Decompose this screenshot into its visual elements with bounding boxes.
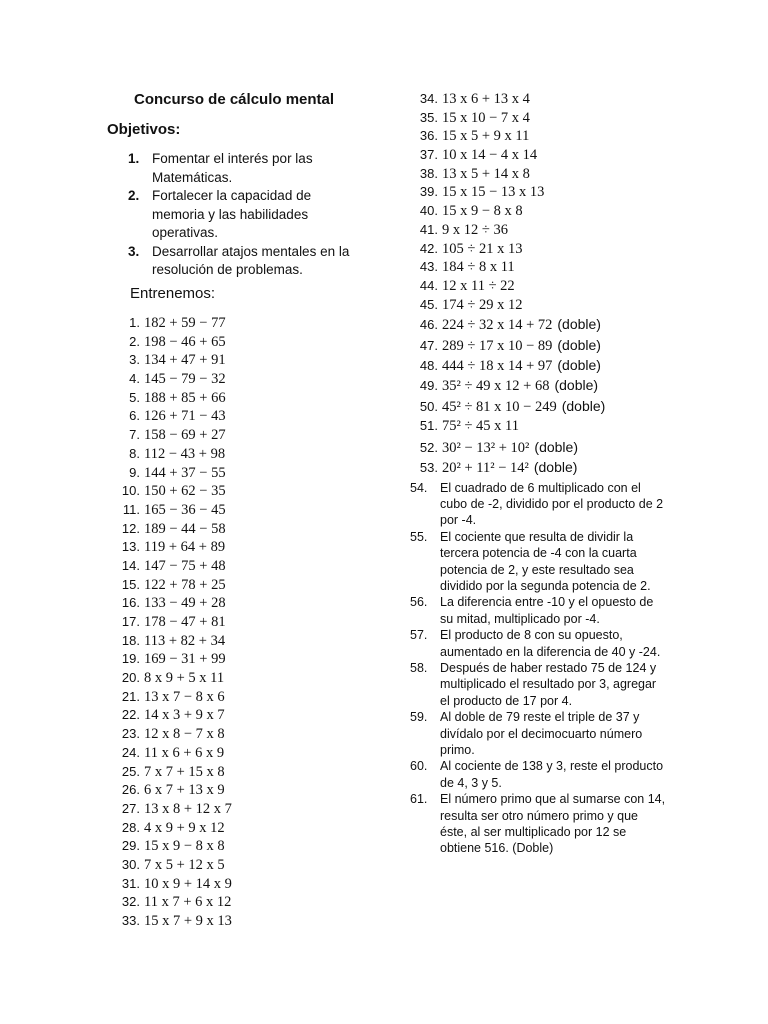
word-problem-number: 57. [410, 628, 428, 643]
exercise-item [410, 416, 605, 436]
word-problem-number: 55. [410, 530, 428, 545]
exercise-number: 43. [419, 259, 438, 275]
exercise-note: (doble) [534, 438, 578, 455]
exercise-number: 21. [121, 688, 140, 704]
word-problem-item [410, 758, 666, 790]
exercise-number: 24. [121, 744, 140, 760]
exercise-item [410, 127, 605, 146]
word-problem-number: 59. [410, 710, 428, 725]
word-problem-text: El producto de 8 con su opuesto, aumentado en la diferencia de 40 y -24. [440, 628, 661, 659]
exercise-number: 40. [419, 203, 438, 219]
word-problem-number: 56. [410, 595, 428, 610]
objectives-heading: Objetivos: [107, 121, 181, 138]
exercise-expression: 8 x 9 + 5 x 11 [144, 670, 225, 687]
exercise-expression: 12 x 8 − 7 x 8 [144, 726, 225, 743]
exercise-item [108, 445, 232, 464]
exercise-expression: 178 − 47 + 81 [144, 614, 226, 630]
exercise-number: 35. [419, 109, 438, 125]
exercise-item [108, 613, 232, 632]
word-problem-item [410, 529, 666, 594]
exercise-item [108, 501, 232, 520]
exercise-note: (doble) [533, 458, 578, 475]
exercise-expression: 15 x 10 − 7 x 4 [442, 109, 530, 126]
exercise-expression: 35² ÷ 49 x 12 + 68 [442, 378, 550, 395]
exercise-number: 34. [419, 91, 438, 106]
exercise-list-right [410, 90, 605, 477]
exercise-expression: 45² ÷ 81 x 10 − 249 [442, 398, 557, 415]
exercise-expression: 147 − 75 + 48 [144, 557, 226, 574]
exercise-expression: 133 − 49 + 28 [144, 595, 226, 612]
exercise-item [410, 296, 605, 315]
exercise-item [410, 335, 605, 355]
exercise-expression: 169 − 31 + 99 [144, 651, 226, 668]
exercise-number: 3. [129, 352, 140, 368]
word-problem-item [410, 480, 666, 529]
exercise-note: (doble) [554, 377, 599, 394]
exercise-number: 12. [121, 520, 140, 536]
exercise-expression: 15 x 9 − 8 x 8 [144, 838, 225, 855]
exercise-number: 29. [121, 838, 140, 854]
exercise-item [108, 706, 232, 725]
exercise-number: 23. [121, 726, 140, 742]
word-problem-text: La diferencia entre -10 y el opuesto de su mitad, multiplicado por -4. [440, 595, 654, 626]
exercise-number: 31. [121, 875, 140, 891]
exercise-number: 45. [419, 296, 438, 312]
exercise-item [108, 407, 232, 426]
exercise-item [108, 856, 232, 875]
exercise-number: 18. [121, 632, 140, 648]
objective-item [128, 243, 364, 280]
exercise-item [410, 240, 605, 259]
word-problem-item [410, 791, 666, 856]
exercise-expression: 13 x 7 − 8 x 6 [144, 688, 225, 705]
exercise-expression: 126 + 71 − 43 [144, 408, 226, 425]
exercise-item [108, 520, 232, 539]
exercise-expression: 134 + 47 + 91 [144, 352, 226, 369]
exercise-number: 20. [121, 670, 140, 686]
exercise-number: 22. [121, 707, 140, 723]
exercise-number: 36. [419, 128, 438, 144]
training-heading: Entrenemos: [130, 285, 216, 302]
exercise-expression: 10 x 14 − 4 x 14 [442, 147, 538, 164]
exercise-expression: 289 ÷ 17 x 10 − 89 [442, 337, 553, 354]
objective-item [128, 150, 364, 187]
exercise-number: 49. [419, 378, 438, 394]
exercise-number: 8. [129, 445, 140, 461]
exercise-item [410, 221, 605, 240]
exercise-expression: 189 − 44 − 58 [144, 520, 226, 537]
exercise-item [108, 576, 232, 595]
exercise-item [108, 650, 232, 669]
exercise-item [108, 669, 232, 688]
exercise-expression: 13 x 8 + 12 x 7 [144, 800, 232, 817]
exercise-number: 10. [121, 483, 140, 499]
exercise-item [410, 165, 605, 184]
exercise-item [410, 202, 605, 221]
exercise-expression: 150 + 62 − 35 [144, 483, 226, 500]
exercise-item [108, 725, 232, 744]
word-problem-text: El número primo que al sumarse con 14, resulta ser otro número primo y que éste, al ser multiplicado por 12 se obtiene 516. (Doble) [440, 792, 666, 855]
exercise-number: 25. [121, 763, 140, 779]
exercise-number: 48. [419, 358, 438, 374]
exercise-expression: 75² ÷ 45 x 11 [442, 418, 520, 435]
word-problem-text: Al cociente de 138 y 3, reste el producto de 4, 3 y 5. [440, 759, 664, 790]
exercise-item [410, 109, 605, 128]
exercise-number: 32. [121, 894, 140, 910]
exercise-item [108, 837, 232, 856]
word-problem-list [410, 480, 666, 857]
word-problem-number: 54. [410, 481, 428, 495]
exercise-number: 11. [122, 501, 140, 517]
exercise-expression: 6 x 7 + 13 x 9 [144, 782, 225, 799]
exercise-number: 38. [419, 165, 438, 181]
exercise-number: 9. [129, 464, 140, 480]
exercise-expression: 15 x 5 + 9 x 11 [442, 128, 530, 145]
exercise-expression: 145 − 79 − 32 [144, 371, 226, 388]
exercise-item [108, 464, 232, 483]
exercise-expression: 122 + 78 + 25 [144, 576, 226, 593]
exercise-note: (doble) [557, 357, 601, 374]
exercise-expression: 144 + 37 − 55 [144, 464, 226, 481]
exercise-expression: 224 ÷ 32 x 14 + 72 [442, 317, 553, 334]
exercise-item [108, 333, 232, 352]
exercise-expression: 198 − 46 + 65 [144, 333, 226, 350]
exercise-item [410, 437, 605, 457]
exercise-number: 46. [419, 317, 438, 333]
exercise-number: 1. [129, 315, 140, 330]
objective-item [128, 187, 364, 243]
exercise-item [410, 355, 605, 375]
exercise-item [108, 632, 232, 651]
objective-number: 3. [128, 243, 140, 259]
exercise-expression: 113 + 82 + 34 [144, 632, 226, 649]
exercise-item [410, 396, 605, 416]
objective-text: Desarrollar atajos mentales en la resolución de problemas. [152, 243, 350, 277]
exercise-note: (doble) [557, 336, 601, 353]
exercise-number: 2. [129, 333, 140, 349]
word-problem-text: El cociente que resulta de dividir la tercera potencia de -4 con la cuarta potencia de 2, y este resultado sea dividido por la segunda potencia de 2. [440, 530, 651, 593]
exercise-number: 4. [129, 371, 140, 387]
exercise-expression: 184 ÷ 8 x 11 [442, 259, 515, 276]
exercise-number: 37. [419, 147, 438, 163]
exercise-expression: 7 x 7 + 15 x 8 [144, 763, 225, 780]
exercise-number: 13. [121, 539, 140, 555]
exercise-item [108, 557, 232, 576]
exercise-expression: 12 x 11 ÷ 22 [442, 277, 515, 294]
exercise-number: 7. [129, 427, 140, 443]
exercise-number: 6. [129, 408, 140, 424]
exercise-number: 30. [121, 856, 140, 872]
exercise-number: 42. [419, 240, 438, 256]
exercise-item [108, 781, 232, 800]
exercise-expression: 15 x 7 + 9 x 13 [144, 913, 232, 929]
objective-number: 2. [128, 188, 140, 203]
exercise-number: 17. [121, 614, 140, 629]
exercise-number: 53. [419, 459, 438, 475]
exercise-expression: 9 x 12 ÷ 36 [442, 221, 508, 238]
exercise-number: 41. [419, 221, 438, 237]
exercise-item [410, 183, 605, 202]
exercise-item [108, 819, 232, 838]
exercise-item [108, 538, 232, 557]
exercise-expression: 11 x 6 + 6 x 9 [144, 744, 225, 761]
exercise-number: 16. [121, 595, 140, 611]
exercise-item [108, 426, 232, 445]
exercise-item [108, 370, 232, 389]
exercise-number: 26. [121, 782, 140, 798]
word-problem-number: 60. [410, 759, 428, 774]
exercise-number: 51. [419, 418, 438, 434]
word-problem-item [410, 627, 666, 659]
exercise-item [108, 763, 232, 782]
exercise-expression: 112 − 43 + 98 [144, 445, 226, 462]
exercise-item [108, 314, 232, 333]
exercise-item [410, 457, 605, 477]
exercise-item [410, 277, 605, 296]
word-problem-item [410, 660, 666, 709]
exercise-number: 28. [121, 819, 140, 835]
exercise-number: 5. [129, 389, 140, 405]
exercise-item [108, 893, 232, 912]
exercise-expression: 119 + 64 + 89 [144, 539, 226, 556]
exercise-number: 15. [121, 576, 140, 592]
page-title: Concurso de cálculo mental [134, 91, 335, 108]
exercise-number: 14. [121, 557, 140, 573]
word-problem-text: El cuadrado de 6 multiplicado con el cubo de -2, dividido por el producto de 2 por -4. [440, 481, 664, 528]
word-problem-item [410, 594, 666, 626]
exercise-item [108, 912, 232, 931]
word-problem-number: 61. [410, 792, 428, 807]
word-problem-text: Al doble de 79 reste el triple de 37 y divídalo por el decimocuarto número primo. [440, 710, 643, 757]
exercise-item [410, 258, 605, 277]
exercise-number: 44. [419, 277, 438, 293]
exercise-item [108, 351, 232, 370]
exercise-number: 47. [419, 337, 438, 353]
exercise-expression: 174 ÷ 29 x 12 [442, 296, 523, 313]
exercise-expression: 158 − 69 + 27 [144, 427, 226, 444]
exercise-number: 27. [121, 800, 140, 816]
exercise-note: (doble) [557, 316, 601, 333]
exercise-expression: 182 + 59 − 77 [144, 315, 226, 331]
exercise-expression: 15 x 15 − 13 x 13 [442, 184, 545, 201]
exercise-item [108, 482, 232, 501]
objective-number: 1. [128, 151, 140, 166]
exercise-item [410, 90, 605, 109]
exercise-expression: 20² + 11² − 14² [442, 459, 529, 476]
exercise-expression: 188 + 85 + 66 [144, 389, 226, 406]
objectives-list [128, 150, 364, 280]
exercise-expression: 105 ÷ 21 x 13 [442, 240, 523, 257]
exercise-item [108, 594, 232, 613]
word-problem-text: Después de haber restado 75 de 124 y multiplicado el resultado por 3, agregar el producto de 17 por 4. [440, 661, 657, 708]
exercise-expression: 11 x 7 + 6 x 12 [144, 894, 232, 911]
exercise-item [108, 744, 232, 763]
objective-text: Fortalecer la capacidad de memoria y las habilidades operativas. [152, 188, 312, 240]
word-problem-number: 58. [410, 661, 428, 676]
exercise-item [108, 688, 232, 707]
exercise-item [108, 875, 232, 894]
objective-text: Fomentar el interés por las Matemáticas. [152, 151, 313, 185]
exercise-expression: 7 x 5 + 12 x 5 [144, 856, 225, 873]
exercise-item [410, 375, 605, 395]
exercise-expression: 10 x 9 + 14 x 9 [144, 875, 232, 892]
exercise-note: (doble) [561, 397, 606, 414]
exercise-item [410, 314, 605, 334]
exercise-number: 50. [419, 398, 438, 414]
exercise-number: 19. [121, 651, 140, 667]
exercise-number: 39. [419, 184, 438, 200]
exercise-expression: 15 x 9 − 8 x 8 [442, 203, 523, 220]
exercise-number: 33. [121, 913, 140, 928]
exercise-expression: 14 x 3 + 9 x 7 [144, 707, 225, 724]
exercise-item [108, 389, 232, 408]
exercise-list-left [108, 314, 232, 931]
exercise-item [108, 800, 232, 819]
exercise-number: 52. [419, 439, 438, 455]
exercise-expression: 13 x 6 + 13 x 4 [442, 91, 530, 107]
exercise-expression: 444 ÷ 18 x 14 + 97 [442, 358, 553, 375]
exercise-expression: 13 x 5 + 14 x 8 [442, 165, 530, 182]
word-problem-item [410, 709, 666, 758]
exercise-expression: 4 x 9 + 9 x 12 [144, 819, 225, 836]
exercise-expression: 165 − 36 − 45 [144, 501, 226, 518]
exercise-item [410, 146, 605, 165]
exercise-expression: 30² − 13² + 10² [442, 439, 530, 456]
